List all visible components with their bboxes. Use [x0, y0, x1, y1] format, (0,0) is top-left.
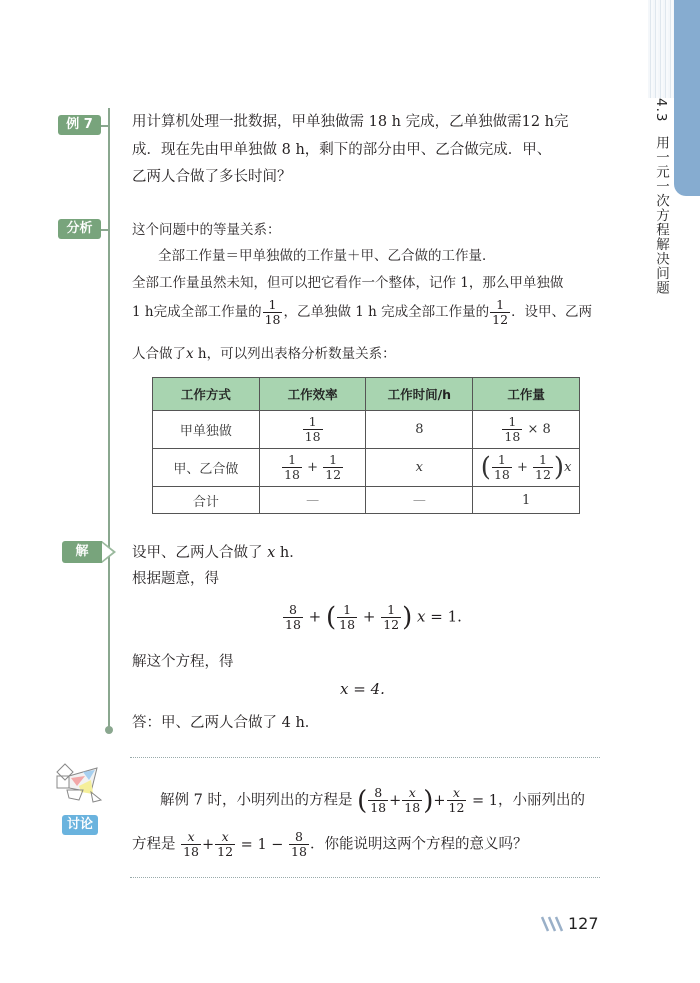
solution-line-2: 根据题意，得 — [132, 571, 219, 587]
section-title-vertical — [651, 98, 671, 295]
page-slashes-decoration — [538, 914, 568, 934]
rule-tick — [101, 125, 109, 127]
cell-time: x — [366, 449, 473, 487]
dotted-divider — [130, 757, 600, 758]
solution-text: 设甲、乙两人合做了 — [132, 545, 268, 561]
numerator: 1 — [268, 297, 277, 312]
cell-mode: 甲单独做 — [153, 411, 260, 449]
analysis-text: h，可以列出表格分析数量关系： — [193, 346, 396, 362]
solution-text: h． — [275, 545, 304, 561]
analysis-line-3: 全部工作量虽然未知，但可以把它看作一个整体，记作 1，那么甲单独做 — [132, 275, 564, 291]
work-analysis-table — [152, 377, 580, 514]
header-work-amount: 工作量 — [473, 378, 580, 411]
arrow-inner — [102, 543, 113, 561]
variable-x: x — [186, 346, 194, 362]
example-line-1: 用计算机处理一批数据，甲单独做需 18 h 完成，乙单独做需12 h完 — [132, 114, 569, 130]
solution-badge — [62, 541, 114, 563]
header-efficiency: 工作效率 — [259, 378, 366, 411]
discussion-text: ，小丽列出的 — [498, 792, 585, 809]
dotted-divider — [130, 877, 600, 878]
cell-time: 8 — [366, 411, 473, 449]
discussion-line-2 — [132, 830, 527, 859]
table-row — [153, 487, 580, 514]
discussion-text: 解例 7 时，小明列出的方程是 — [160, 792, 353, 809]
cell-efficiency: $\frac{1}{18}$ — [259, 411, 366, 449]
cell-mode: 合计 — [153, 487, 260, 514]
page-number: 127 — [568, 914, 599, 933]
cell-work: 1 — [473, 487, 580, 514]
analysis-line-1: 这个问题中的等量关系： — [132, 222, 281, 238]
equation-xiaoli: $\frac{x}{18}$ + $\frac{x}{12}$ = 1 − $\frac{8}{18}$ — [183, 829, 307, 859]
analysis-text: 人合做了 — [132, 346, 186, 362]
table-header-row — [153, 378, 580, 411]
discussion-line-1 — [160, 786, 585, 815]
analysis-line-5 — [132, 342, 396, 362]
fraction-one-eighteenth — [263, 298, 283, 327]
chapter-side-tab — [674, 0, 700, 196]
analysis-line-2: 全部工作量＝甲单独做的工作量＋甲、乙合做的工作量． — [158, 248, 496, 264]
table-row — [153, 449, 580, 487]
analysis-text: ，乙单独做 1 h 完成全部工作量的 — [283, 304, 490, 320]
header-work-mode: 工作方式 — [153, 378, 260, 411]
rule-tick — [101, 229, 109, 231]
cell-work: ( $\frac{1}{18}$ + $\frac{1}{12}$ )x — [473, 449, 580, 487]
solution-line-3: 解这个方程，得 — [132, 654, 234, 670]
discussion-badge: 讨论 — [62, 815, 98, 835]
equation-2: x = 4. — [340, 680, 385, 698]
solution-badge-label: 解 — [62, 541, 102, 563]
cell-time: — — [366, 487, 473, 514]
cell-work: $\frac{1}{18}$ × 8 — [473, 411, 580, 449]
example-line-2: 成．现在先由甲单独做 8 h，剩下的部分由甲、乙合做完成．甲、 — [132, 142, 552, 158]
analysis-badge: 分析 — [58, 219, 101, 239]
example-line-3: 乙两人合做了多长时间？ — [132, 169, 292, 185]
discussion-text: 方程是 — [132, 836, 176, 853]
cell-efficiency: $\frac{1}{18}$ + $\frac{1}{12}$ — [259, 449, 366, 487]
denominator: 18 — [264, 312, 281, 327]
variable-x: x — [267, 545, 276, 561]
rule-end-dot — [105, 726, 113, 734]
denominator: 12 — [492, 312, 509, 327]
solution-line-1 — [132, 541, 304, 562]
solution-answer: 答：甲、乙两人合做了 4 h． — [132, 715, 320, 731]
side-stripes-decoration — [648, 0, 674, 98]
fraction-one-twelfth — [490, 298, 510, 327]
equation-xiaoming: ( $\frac{8}{18}$ + $\frac{x}{18}$ )+ $\frac{x}{12}$ = 1 — [357, 785, 498, 816]
header-time: 工作时间/h — [366, 378, 473, 411]
discussion-text: ．你能说明这两个方程的意义吗？ — [309, 836, 528, 853]
example-badge: 例 7 — [58, 115, 101, 135]
section-title: 用一元一次方程解决问题 — [653, 135, 669, 296]
analysis-text: 1 h完成全部工作量的 — [132, 304, 262, 320]
numerator: 1 — [496, 297, 505, 312]
analysis-text: ．设甲、乙两 — [511, 304, 593, 320]
table-row — [153, 411, 580, 449]
cell-efficiency: — — [259, 487, 366, 514]
equation-1: $\frac{8}{18}$ + ( $\frac{1}{18}$ + $\frac{1}{12}$ ) x = 1. — [285, 602, 462, 633]
cell-mode: 甲、乙合做 — [153, 449, 260, 487]
analysis-line-4 — [132, 298, 592, 327]
discussion-tangram-icon — [55, 762, 107, 814]
section-number: 4.3 — [653, 98, 669, 123]
left-vertical-rule — [108, 108, 110, 730]
